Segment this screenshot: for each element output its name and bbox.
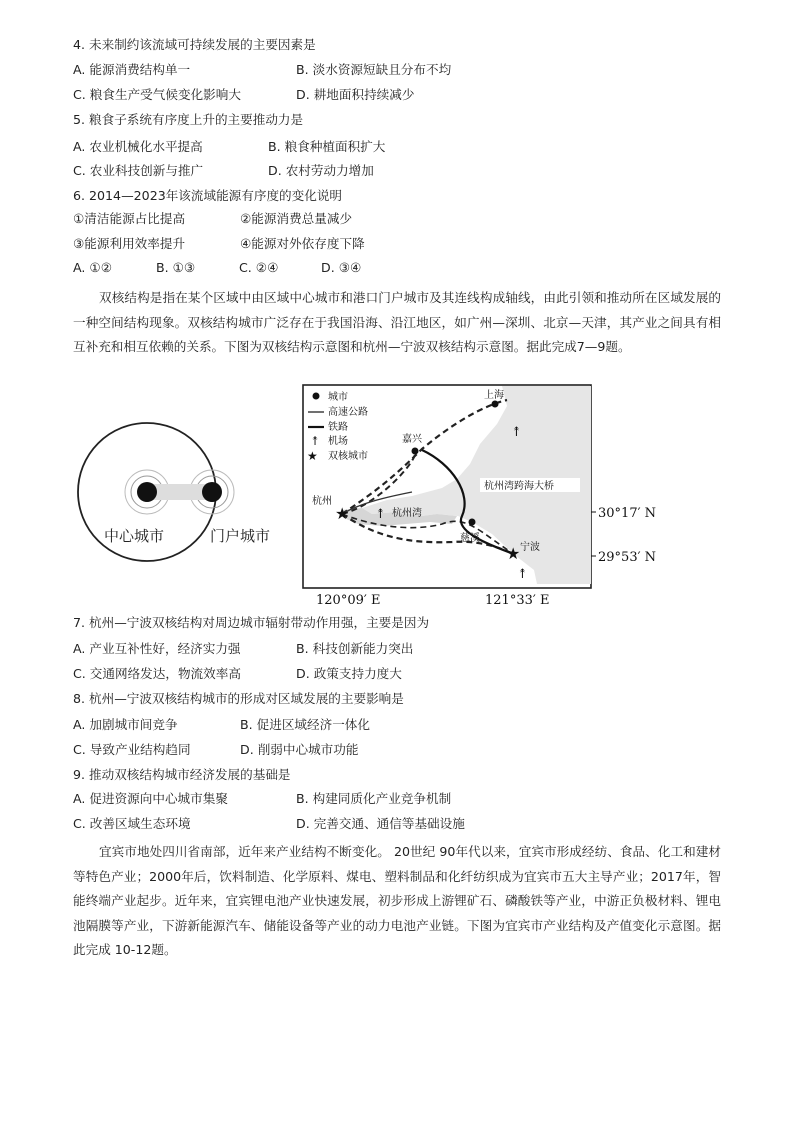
svg-text:上海: 上海: [484, 390, 504, 401]
star-ningbo: ★: [506, 544, 521, 563]
center-city-label: 中心城市: [104, 527, 165, 545]
svg-text:↟: ↟: [375, 507, 386, 522]
q5-stem: 5. 粮食子系统有序度上升的主要推动力是: [73, 112, 304, 127]
q6-option-a: A. ①②: [73, 260, 112, 275]
svg-text:城市: 城市: [328, 392, 348, 403]
q6-statement-2: ②能源消费总量减少: [240, 211, 353, 226]
q7-option-d: D. 政策支持力度大: [296, 666, 402, 681]
q7-option-c: C. 交通网络发达，物流效率高: [73, 666, 241, 681]
q4-option-d: D. 耕地面积持续减少: [296, 87, 415, 102]
q6-option-b: B. ①③: [156, 260, 196, 275]
lat-label-2: 29°53′ N: [598, 550, 657, 565]
gateway-city-label: 门户城市: [210, 527, 271, 545]
svg-text:杭州湾: 杭州湾: [392, 508, 422, 519]
lon-label-2: 121°33′ E: [485, 593, 550, 608]
q6-option-c: C. ②④: [239, 260, 279, 275]
hangzhou-ningbo-map: [302, 384, 662, 610]
lon-label-1: 120°09′ E: [316, 593, 381, 608]
q5-option-b: B. 粮食种植面积扩大: [268, 139, 386, 154]
svg-text:↟: ↟: [310, 434, 321, 448]
q6-statement-4: ④能源对外依存度下降: [240, 236, 365, 251]
q7-stem: 7. 杭州—宁波双核结构对周边城市辐射带动作用强，主要是因为: [73, 615, 430, 630]
svg-text:铁路: 铁路: [328, 422, 348, 433]
q9-stem: 9. 推动双核结构城市经济发展的基础是: [73, 767, 291, 782]
svg-text:机场: 机场: [328, 436, 348, 447]
svg-text:双核城市: 双核城市: [328, 451, 368, 462]
svg-text:杭州湾跨海大桥: 杭州湾跨海大桥: [484, 481, 554, 492]
dual-core-schematic: [72, 420, 292, 580]
q8-stem: 8. 杭州—宁波双核结构城市的形成对区域发展的主要影响是: [73, 691, 404, 706]
q8-option-b: B. 促进区域经济一体化: [240, 717, 370, 732]
svg-text:杭州: 杭州: [312, 496, 332, 507]
q8-option-c: C. 导致产业结构趋同: [73, 742, 191, 757]
q6-statement-1: ①清洁能源占比提高: [73, 211, 186, 226]
lat-label-1: 30°17′ N: [598, 506, 657, 521]
q7-option-b: B. 科技创新能力突出: [296, 641, 414, 656]
q6-option-d: D. ③④: [321, 260, 362, 275]
svg-text:高速公路: 高速公路: [328, 407, 368, 418]
passage-dual-core: 双核结构是指在某个区域中由区域中心城市和港口门户城市及其连线构成轴线，由此引领和推动所在区域发展的一种空间结构现象。双核结构城市广泛存在于我国沿海、沿江地区，如广州—深圳、北京—天津，其产业之间具有相互补充和相互依赖的关系。下图为双核结构示意图和杭州—宁波双核结构示意图。据此完成7—9题。: [73, 290, 721, 355]
svg-text:↟: ↟: [517, 567, 528, 582]
q9-option-a: A. 促进资源向中心城市集聚: [73, 791, 228, 806]
q9-option-b: B. 构建同质化产业竞争机制: [296, 791, 452, 806]
svg-text:★: ★: [307, 449, 318, 463]
q8-option-d: D. 削弱中心城市功能: [240, 742, 359, 757]
center-city-dot: [137, 482, 157, 502]
q4-option-c: C. 粮食生产受气候变化影响大: [73, 87, 241, 102]
q4-option-b: B. 淡水资源短缺且分布不均: [296, 62, 452, 77]
q7-option-a: A. 产业互补性好，经济实力强: [73, 641, 241, 656]
svg-text:宁波: 宁波: [520, 542, 540, 553]
q4-option-a: A. 能源消费结构单一: [73, 62, 191, 77]
svg-text:慈溪: 慈溪: [460, 533, 480, 544]
q5-option-c: C. 农业科技创新与推广: [73, 163, 204, 178]
q8-option-a: A. 加剧城市间竞争: [73, 717, 178, 732]
svg-text:↟: ↟: [511, 425, 522, 440]
q9-option-d: D. 完善交通、通信等基础设施: [296, 816, 465, 831]
q6-statement-3: ③能源利用效率提升: [73, 236, 186, 251]
q5-option-d: D. 农村劳动力增加: [268, 163, 374, 178]
q4-stem: 4. 未来制约该流域可持续发展的主要因素是: [73, 37, 316, 52]
q6-stem: 6. 2014—2023年该流域能源有序度的变化说明: [73, 188, 343, 203]
q9-option-c: C. 改善区域生态环境: [73, 816, 191, 831]
q5-option-a: A. 农业机械化水平提高: [73, 139, 203, 154]
gateway-city-dot: [202, 482, 222, 502]
svg-text:嘉兴: 嘉兴: [402, 434, 422, 445]
star-hangzhou: ★: [335, 504, 350, 523]
passage-yibin: 宜宾市地处四川省南部，近年来产业结构不断变化。 20世纪 90年代以来，宜宾市形成经纺、食品、化工和建材等特色产业；2000年后，饮料制造、化学原料、煤电、塑料制品和化纤纺织成为宜宾市五大主导产业；2017年，智能终端产业起步。近年来，宜宾锂电池产业快速发展，初步形成上游锂矿石、磷酸铁等产业，中游正负极材料、锂电池隔膜等产业，下游新能源汽车、储能设备等产业的动力电池产业链。下图为宜宾市产业结构及产值变化示意图。据此完成 10-12题。: [73, 844, 721, 958]
